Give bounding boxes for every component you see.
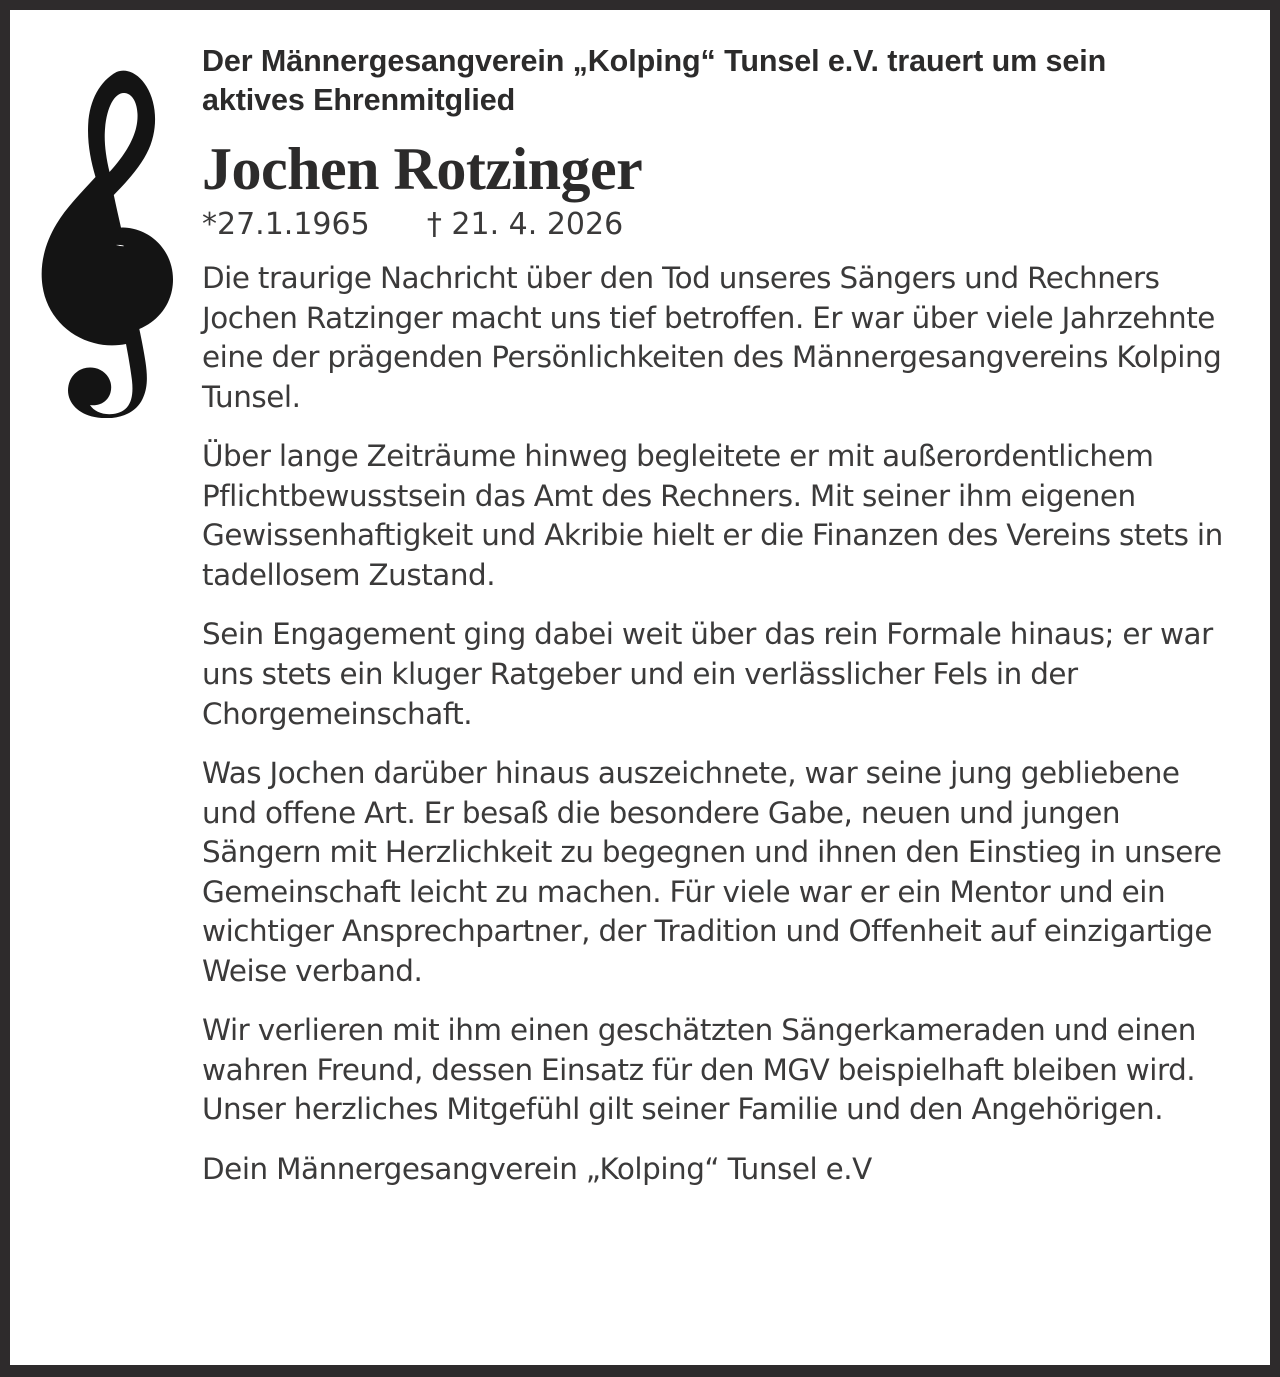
- organization-mourning-line: Der Männergesangverein „Kolping“ Tunsel e.V. trauert um sein aktives Ehrenmitglied: [202, 44, 1107, 118]
- paragraph: Was Jochen darüber hinaus auszeichnete, war seine jung gebliebene und offene Art. Er besaß die besondere Gabe, neuen und jungen Sängern mit Herzlichkeit zu begegnen und ihnen den Einstieg in unsere Gemeinschaft leicht zu machen. Für viele war er ein Mentor und ein wichtiger Ansprechpartner, der Tradition und Offenheit auf einzigartige Weise verband.: [202, 756, 1222, 988]
- bottom-border-band: [0, 1365, 1280, 1377]
- paragraph: Wir verlieren mit ihm einen geschätzten Sängerkameraden und einen wahren Freund, dessen Einsatz für den MGV beispielhaft bleiben wird. Unser herzliches Mitgefühl gilt seiner Familie und den Angehörigen.: [202, 1013, 1196, 1127]
- notice-content: [202, 42, 1224, 1190]
- treble-clef-icon: [36, 48, 196, 418]
- body-text: [202, 259, 1224, 1189]
- paragraph: Über lange Zeiträume hinweg begleitete er mit außerordentlichem Pflichtbewusstsein das Amt des Rechners. Mit seiner ihm eigenen Gewissenhaftigkeit und Akribie hielt er die Finanzen des Vereins stets in tadellosem Zustand.: [202, 439, 1223, 592]
- paragraph: Sein Engagement ging dabei weit über das rein Formale hinaus; er war uns stets ein kluger Ratgeber und ein verlässlicher Fels in der Chorgemeinschaft.: [202, 617, 1213, 731]
- life-dates: *27.1.1965 † 21. 4. 2026: [202, 207, 624, 243]
- deceased-name: Jochen Rotzinger: [202, 136, 643, 203]
- signature-line: Dein Männergesangverein „Kolping“ Tunsel e.V: [202, 1152, 872, 1186]
- paragraph: Die traurige Nachricht über den Tod unseres Sängers und Rechners Jochen Ratzinger macht uns tief betroffen. Er war über viele Jahrzehnte eine der prägenden Persönlichkeiten des Männergesangvereins Kolping Tunsel.: [202, 261, 1222, 414]
